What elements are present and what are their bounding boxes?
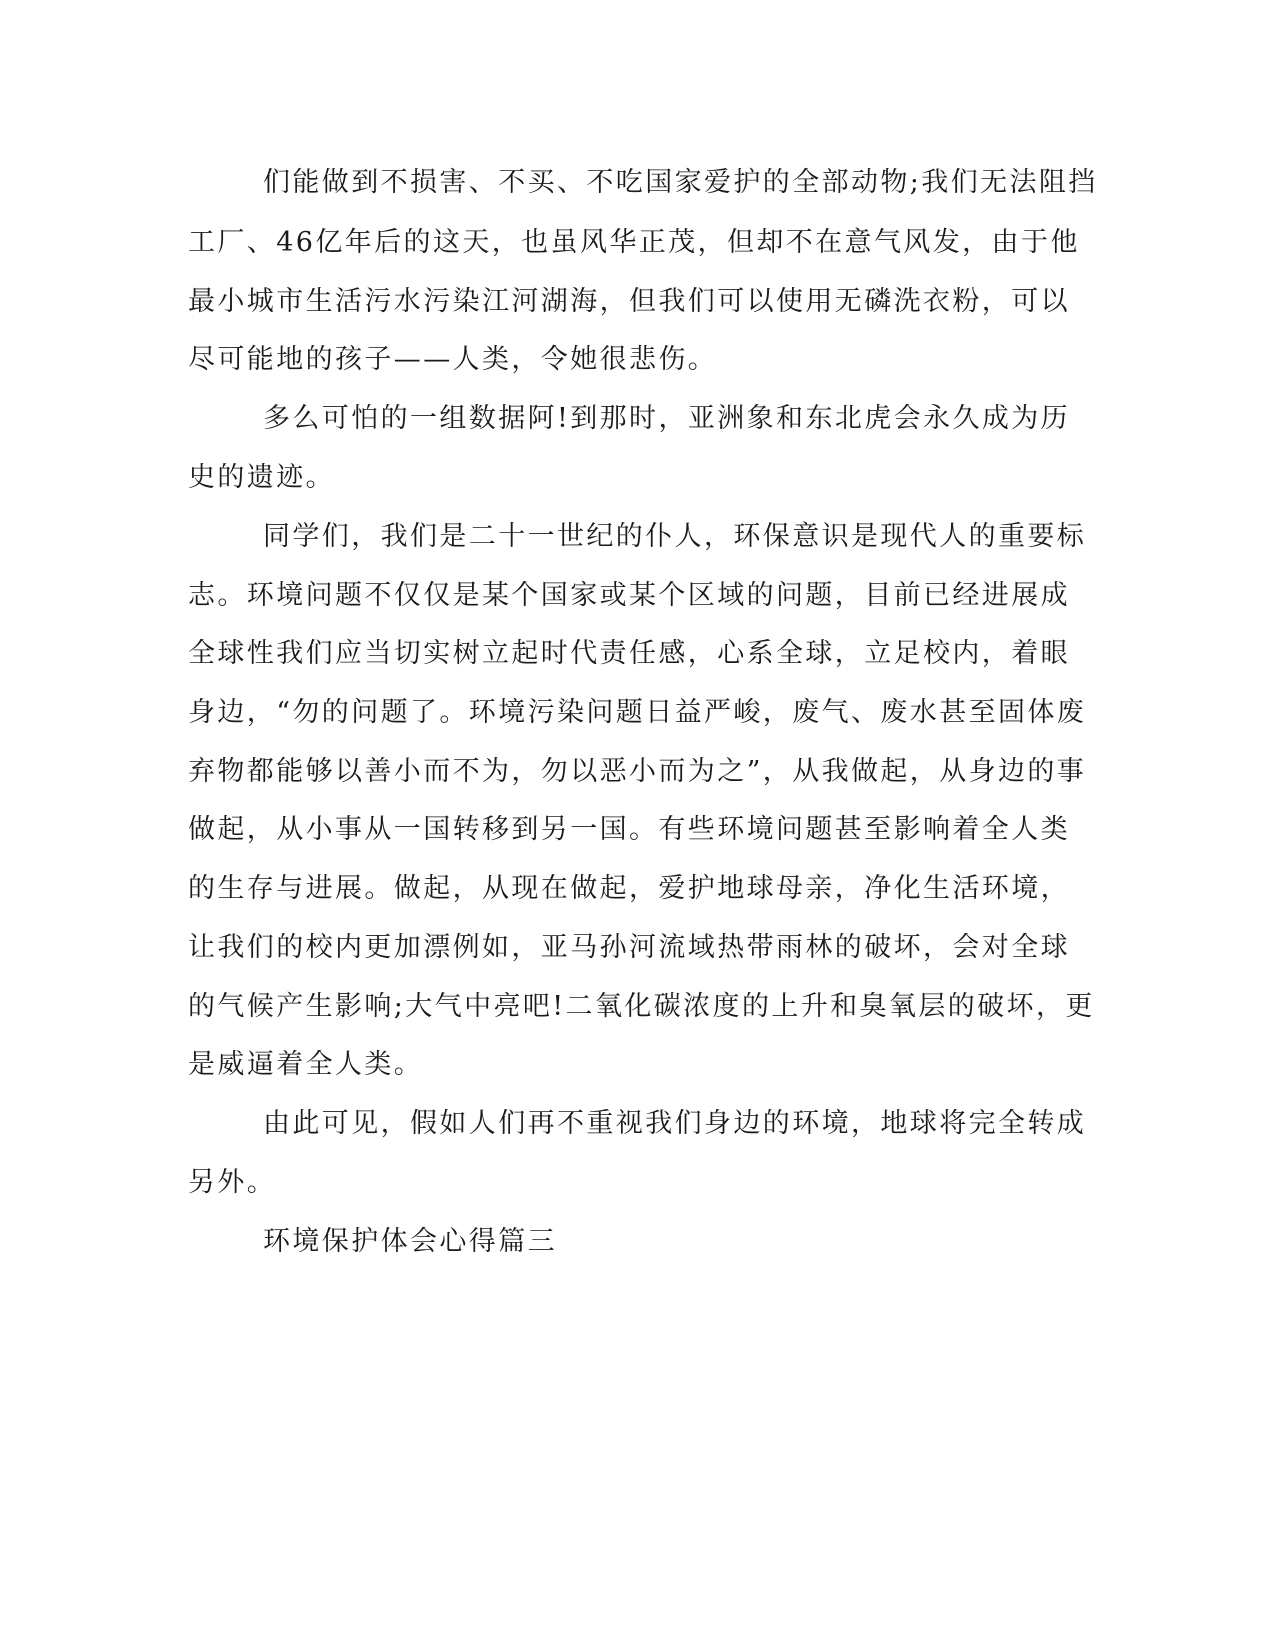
section-heading: 环境保护体会心得篇三 bbox=[263, 1226, 557, 1257]
text-line: 们能做到不损害、不买、不吃国家爱护的全部动物;我们无法阻挡 bbox=[263, 167, 1098, 198]
text-line: 尽可能地的孩子——人类，令她很悲伤。 bbox=[188, 344, 718, 375]
text-line: 史的遗迹。 bbox=[188, 462, 335, 493]
text-line: 全球性我们应当切实树立起时代责任感，心系全球，立足校内，着眼 bbox=[188, 638, 1070, 669]
text-line: 做起，从小事从一国转移到另一国。有些环境问题甚至影响着全人类 bbox=[188, 814, 1070, 845]
text-line: 由此可见，假如人们再不重视我们身边的环境，地球将完全转成 bbox=[263, 1108, 1087, 1139]
text-line: 的气候产生影响;大气中亮吧!二氧化碳浓度的上升和臭氧层的破坏，更 bbox=[188, 991, 1095, 1022]
text-line: 是威逼着全人类。 bbox=[188, 1049, 424, 1080]
text-line: 弃物都能够以善小而不为，勿以恶小而为之”，从我做起，从身边的事 bbox=[188, 756, 1087, 787]
text-line: 同学们，我们是二十一世纪的仆人，环保意识是现代人的重要标 bbox=[263, 521, 1087, 552]
text-line: 多么可怕的一组数据阿!到那时，亚洲象和东北虎会永久成为历 bbox=[263, 403, 1071, 434]
text-line: 的生存与进展。做起，从现在做起，爱护地球母亲，净化生活环境， bbox=[188, 873, 1070, 904]
text-line: 身边，“勿的问题了。环境污染问题日益严峻，废气、废水甚至固体废 bbox=[188, 697, 1087, 728]
text-line: 工厂、46亿年后的这天，也虽风华正茂，但却不在意气风发，由于他 bbox=[188, 227, 1080, 258]
text-line: 志。环境问题不仅仅是某个国家或某个区域的问题，目前已经进展成 bbox=[188, 580, 1070, 611]
text-line: 另外。 bbox=[188, 1167, 277, 1198]
text-line: 让我们的校内更加漂例如，亚马孙河流域热带雨林的破坏，会对全球 bbox=[188, 932, 1070, 963]
text-line: 最小城市生活污水污染江河湖海，但我们可以使用无磷洗衣粉，可以 bbox=[188, 286, 1070, 317]
